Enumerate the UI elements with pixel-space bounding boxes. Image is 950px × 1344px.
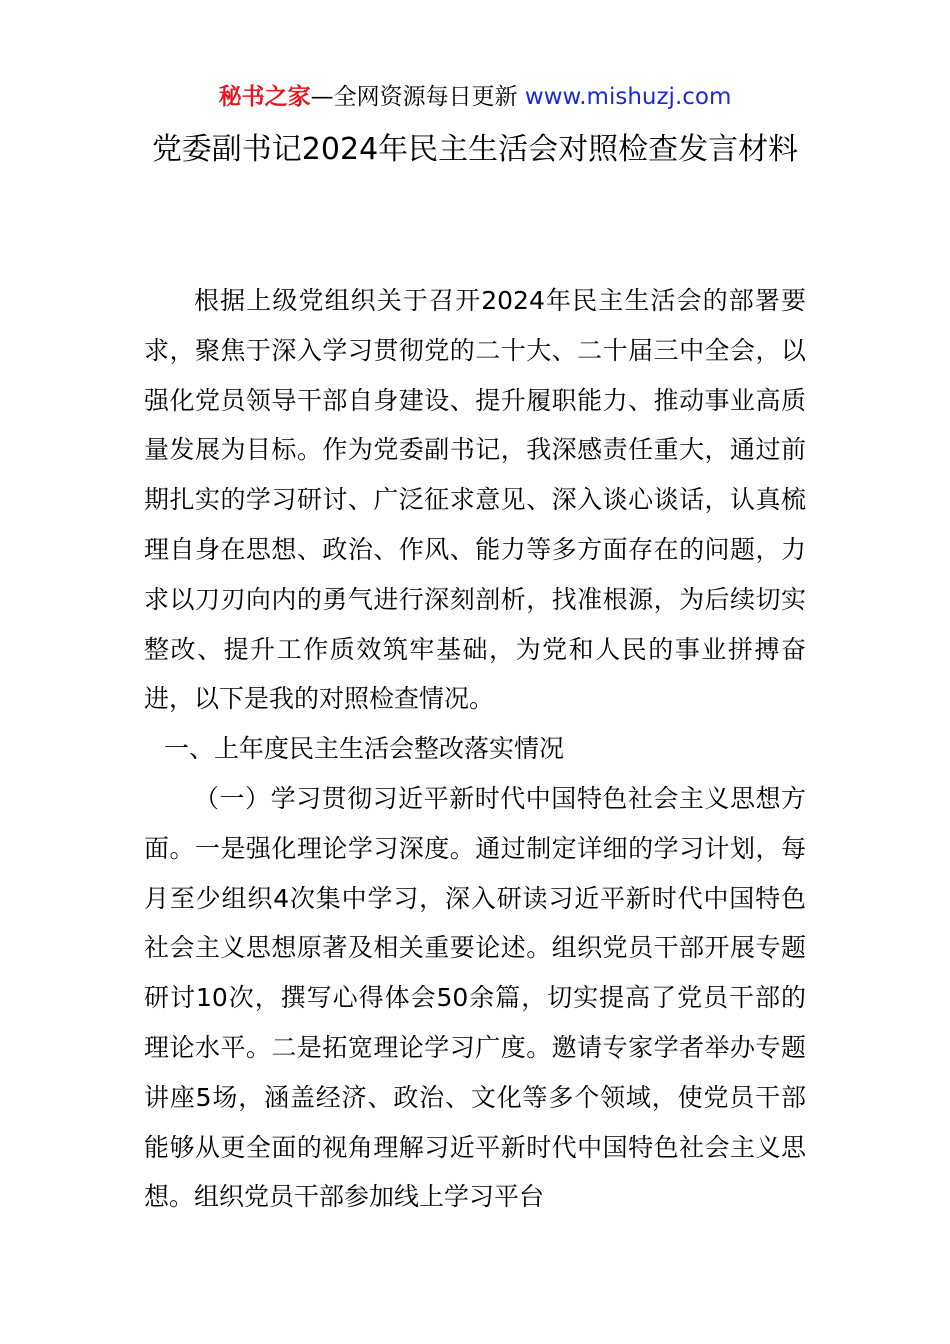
site-url-link[interactable]: www.mishuzj.com — [524, 84, 732, 110]
document-body — [144, 276, 806, 1222]
document-title: 党委副书记2024年民主生活会对照检查发言材料 — [151, 132, 799, 167]
intro-paragraph: 根据上级党组织关于召开2024年民主生活会的部署要求，聚焦于深入学习贯彻党的二十大、二十届三中全会，以强化党员领导干部自身建设、提升履职能力、推动事业高质量发展为目标。作为党委副书记，我深感责任重大，通过前期扎实的学习研讨、广泛征求意见、深入谈心谈话，认真梳理自身在思想、政治、作风、能力等多方面存在的问题，力求以刀刃向内的勇气进行深刻剖析，找准根源，为后续切实整改、提升工作质效筑牢基础，为党和人民的事业拼搏奋进，以下是我的对照检查情况。 — [144, 286, 806, 714]
section-paragraph: （一）学习贯彻习近平新时代中国特色社会主义思想方面。一是强化理论学习深度。通过制定详细的学习计划，每月至少组织4次集中学习，深入研读习近平新时代中国特色社会主义思想原著及相关重要论述。组织党员干部开展专题研讨10次，撰写心得体会50余篇，切实提高了党员干部的理论水平。二是拓宽理论学习广度。邀请专家学者举办专题讲座5场，涵盖经济、政治、文化等多个领域，使党员干部能够从更全面的视角理解习近平新时代中国特色社会主义思想。组织党员干部参加线上学习平台 — [144, 783, 806, 1212]
section-heading: 一、上年度民主生活会整改落实情况 — [164, 734, 565, 764]
site-header — [0, 80, 950, 114]
site-brand: 秘书之家 — [218, 84, 311, 110]
site-tagline: —全网资源每日更新 — [310, 84, 518, 110]
